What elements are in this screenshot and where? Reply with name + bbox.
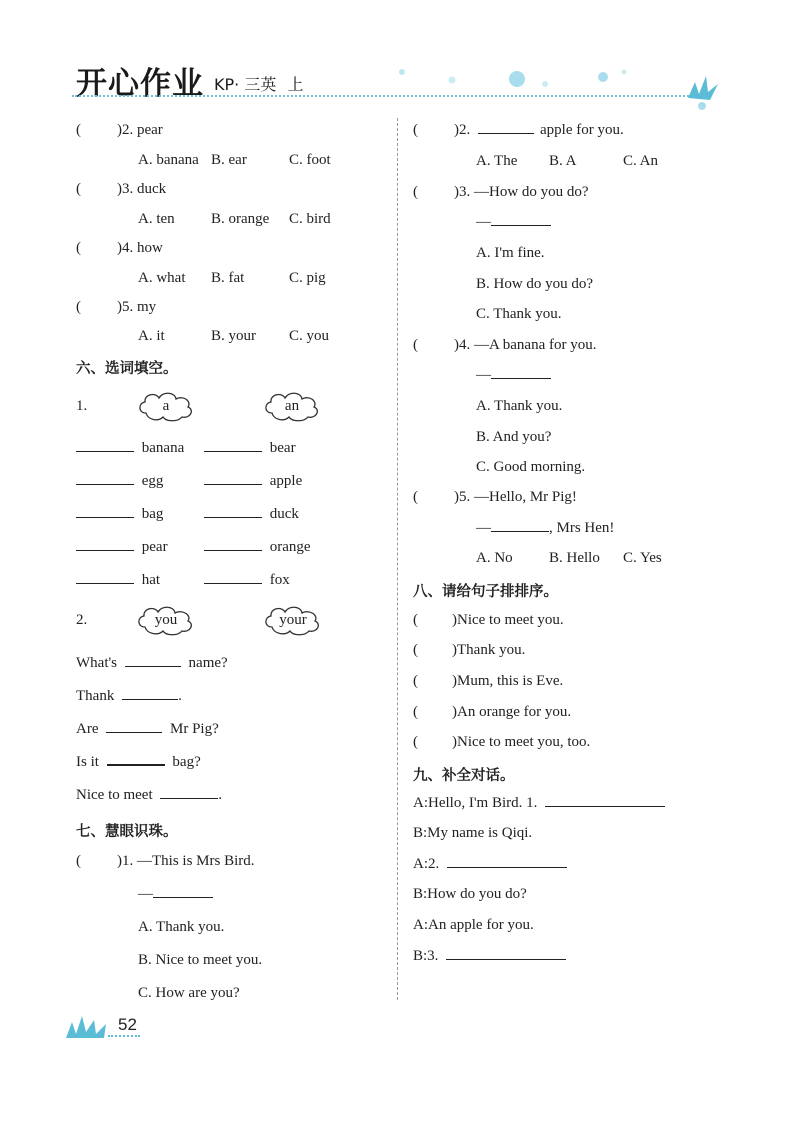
answer-bracket[interactable]: (: [413, 734, 418, 750]
question-text: )5. —Hello, Mr Pig!: [454, 489, 577, 505]
subtitle-grade: 三英: [244, 75, 277, 94]
fill-word: fox: [269, 572, 290, 588]
dialogue-text: A:Hello, I'm Bird. 1.: [413, 795, 538, 811]
answer-blank[interactable]: [76, 582, 134, 584]
fill-item: [76, 506, 163, 523]
question-row: [76, 853, 255, 870]
response-row: [476, 214, 551, 231]
sentence-row: [76, 688, 182, 705]
sentence-text: )Nice to meet you.: [452, 612, 564, 628]
answer-bracket[interactable]: (: [76, 240, 81, 256]
option-a: A. The: [476, 153, 518, 169]
question-row: [413, 337, 596, 354]
option-b: B. your: [211, 328, 256, 344]
option-c: C. you: [289, 328, 330, 344]
sentence-start: Is it: [76, 754, 99, 770]
footer-dots: [108, 1035, 140, 1037]
answer-bracket[interactable]: (: [413, 612, 418, 628]
answer-bracket[interactable]: (: [76, 853, 81, 869]
option-b: B. fat: [211, 270, 245, 286]
dialogue-line: B:My name is Qiqi.: [413, 825, 533, 841]
answer-blank[interactable]: [446, 958, 566, 960]
answer-blank[interactable]: [76, 549, 134, 551]
fill-word: duck: [269, 506, 299, 522]
fill-word: bear: [269, 440, 296, 456]
sentence-start: Are: [76, 721, 99, 737]
sentence-end: Mr Pig?: [170, 721, 219, 737]
question-row: [76, 122, 163, 139]
section8-title: 八、请给句子排排序。: [413, 584, 558, 600]
fill-item: [76, 572, 160, 589]
option-a: A. Thank you.: [476, 398, 563, 414]
sentence-end: .: [178, 688, 182, 704]
option-c: C. How are you?: [138, 985, 240, 1001]
fill-word: pear: [141, 539, 168, 555]
answer-blank[interactable]: [491, 530, 549, 532]
option-a: A. ten: [138, 211, 175, 227]
fill-item: [76, 440, 184, 457]
answer-blank[interactable]: [76, 516, 134, 518]
order-item: [413, 612, 564, 629]
book-title: 开心作业: [76, 66, 204, 102]
answer-blank[interactable]: [76, 450, 134, 452]
answer-bracket[interactable]: (: [413, 704, 418, 720]
fill-word: orange: [269, 539, 311, 555]
answer-blank[interactable]: [122, 698, 178, 700]
sentence-start: What's: [76, 655, 118, 671]
option-b: B. ear: [211, 152, 247, 168]
response-row: [138, 886, 213, 903]
option-b: B. And you?: [476, 429, 552, 445]
option-a: A. Thank you.: [138, 919, 225, 935]
sentence-row: [76, 787, 222, 804]
order-item: [413, 704, 571, 721]
answer-bracket[interactable]: (: [413, 337, 418, 353]
answer-blank[interactable]: [491, 377, 551, 379]
question-row: [413, 184, 589, 201]
question-number: )2. pear: [117, 122, 163, 138]
fill-word: bag: [141, 506, 164, 522]
response-text: , Mrs Hen!: [549, 520, 615, 536]
part1-label: 1.: [76, 398, 88, 414]
question-text: apple for you.: [540, 122, 624, 138]
answer-bracket[interactable]: (: [76, 299, 81, 315]
option-b: B. orange: [211, 211, 270, 227]
answer-bracket[interactable]: (: [413, 489, 418, 505]
question-number: )2.: [454, 122, 471, 138]
dash: —: [476, 367, 491, 383]
subtitle-term: 上: [287, 75, 304, 94]
sentence-row: [76, 655, 228, 672]
option-a: A. it: [138, 328, 165, 344]
sentence-row: [76, 721, 219, 738]
answer-blank[interactable]: [204, 582, 262, 584]
order-item: [413, 734, 590, 751]
page-number: 52: [118, 1015, 137, 1034]
dash: —: [476, 520, 491, 536]
fill-word: banana: [141, 440, 185, 456]
order-item: [413, 642, 525, 659]
answer-blank[interactable]: [76, 483, 134, 485]
sentence-end: name?: [188, 655, 228, 671]
question-text: )3. —How do you do?: [454, 184, 589, 200]
sentence-end: bag?: [172, 754, 201, 770]
answer-blank[interactable]: [107, 763, 165, 766]
sentence-text: )Nice to meet you, too.: [452, 734, 591, 750]
question-row: [76, 240, 163, 257]
question-row: [413, 489, 577, 506]
question-row: [76, 299, 156, 316]
answer-bracket[interactable]: (: [76, 122, 81, 138]
option-a: A. No: [476, 550, 513, 566]
answer-blank[interactable]: [204, 549, 262, 551]
dialogue-text: A:2.: [413, 856, 440, 872]
fill-item: [204, 539, 311, 556]
answer-bracket[interactable]: (: [413, 122, 418, 138]
option-b: B. A: [549, 153, 577, 169]
dialogue-line: A:An apple for you.: [413, 917, 534, 933]
answer-bracket[interactable]: (: [413, 673, 418, 689]
answer-blank[interactable]: [106, 731, 162, 733]
answer-blank[interactable]: [204, 516, 262, 518]
dialogue-line: [413, 856, 567, 873]
choice-word: an: [284, 397, 300, 414]
word-cloud-your: [262, 603, 324, 637]
question-row: [413, 122, 624, 139]
option-c: C. foot: [289, 152, 331, 168]
answer-blank[interactable]: [447, 866, 567, 868]
answer-blank[interactable]: [491, 224, 551, 226]
answer-blank[interactable]: [204, 450, 262, 452]
fill-item: [204, 506, 299, 523]
subtitle-code: KP·: [214, 75, 240, 94]
sentence-text: )An orange for you.: [452, 704, 572, 720]
dialogue-line: B:How do you do?: [413, 886, 527, 902]
choice-word: a: [162, 397, 170, 414]
question-text: )4. —A banana for you.: [454, 337, 597, 353]
choice-word: your: [279, 611, 307, 628]
question-number: )4. how: [117, 240, 163, 256]
fill-item: [204, 572, 290, 589]
word-cloud-you: [135, 603, 197, 637]
option-c: C. Yes: [623, 550, 662, 566]
question-text: )1. —This is Mrs Bird.: [117, 853, 255, 869]
option-a: A. I'm fine.: [476, 245, 545, 261]
option-c: C. pig: [289, 270, 326, 286]
fill-item: [204, 473, 302, 490]
option-b: B. Hello: [549, 550, 600, 566]
bubble-decoration-icon: [390, 62, 730, 114]
part2-label: 2.: [76, 612, 88, 628]
option-a: A. banana: [138, 152, 199, 168]
response-row: [476, 520, 614, 537]
fill-word: hat: [141, 572, 161, 588]
answer-bracket[interactable]: (: [76, 181, 81, 197]
answer-blank[interactable]: [153, 896, 213, 898]
option-c: C. bird: [289, 211, 331, 227]
answer-blank[interactable]: [160, 797, 218, 799]
fill-word: apple: [269, 473, 303, 489]
word-cloud-an: [262, 389, 322, 423]
sentence-text: )Mum, this is Eve.: [452, 673, 564, 689]
question-row: [76, 181, 166, 198]
answer-blank[interactable]: [478, 132, 534, 134]
dialogue-line: [413, 948, 566, 965]
answer-blank[interactable]: [125, 665, 181, 667]
sentence-start: Thank: [76, 688, 115, 704]
order-item: [413, 673, 563, 690]
answer-bracket[interactable]: (: [413, 642, 418, 658]
fill-item: [204, 440, 296, 457]
book-subtitle: [214, 72, 303, 95]
question-number: )5. my: [117, 299, 157, 315]
question-number: )3. duck: [117, 181, 167, 197]
dash: —: [138, 886, 153, 902]
option-c: C. Thank you.: [476, 306, 562, 322]
response-row: [476, 367, 551, 384]
fill-item: [76, 539, 168, 556]
option-b: B. How do you do?: [476, 276, 594, 292]
answer-bracket[interactable]: (: [413, 184, 418, 200]
dash: —: [476, 214, 491, 230]
dialogue-text: B:3.: [413, 948, 439, 964]
word-cloud-a: [136, 389, 196, 423]
option-a: A. what: [138, 270, 186, 286]
section7-title: 七、慧眼识珠。: [76, 824, 178, 840]
section6-title: 六、选词填空。: [76, 361, 178, 377]
option-c: C. An: [623, 153, 659, 169]
section9-title: 九、补全对话。: [413, 768, 515, 784]
choice-word: you: [154, 611, 178, 628]
sentence-end: .: [218, 787, 223, 803]
option-c: C. Good morning.: [476, 459, 586, 475]
option-b: B. Nice to meet you.: [138, 952, 263, 968]
fill-word: egg: [141, 473, 164, 489]
answer-blank[interactable]: [204, 483, 262, 485]
sentence-start: Nice to meet: [76, 787, 153, 803]
answer-blank[interactable]: [545, 805, 665, 807]
column-divider: [397, 118, 398, 1000]
fill-item: [76, 473, 163, 490]
dialogue-line: [413, 795, 665, 812]
sentence-row: [76, 754, 201, 771]
sentence-text: )Thank you.: [452, 642, 526, 658]
